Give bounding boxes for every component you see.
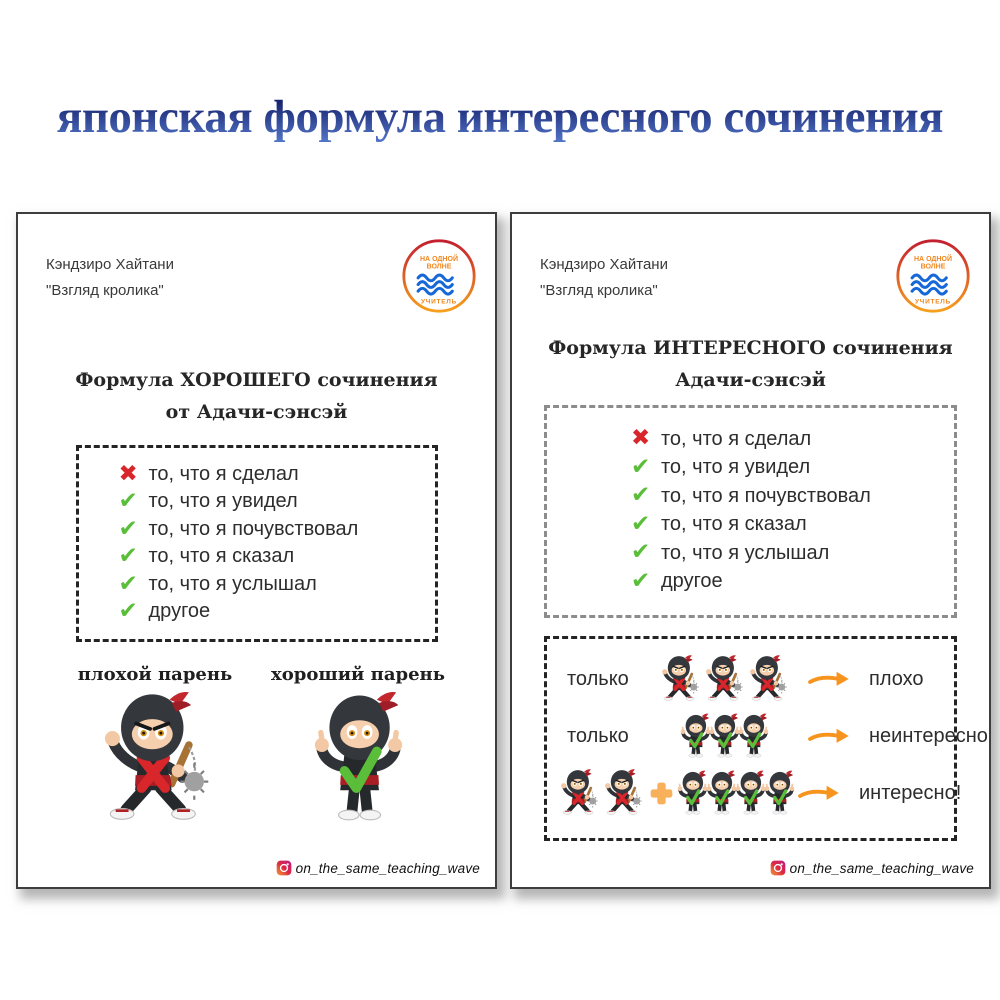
instagram-handle: on_the_same_teaching_wave: [295, 860, 480, 876]
check-item: [119, 598, 435, 626]
bad-ninja-group: [641, 654, 807, 704]
check-icon: ✔: [118, 570, 138, 597]
check-icon: ✔: [118, 515, 138, 542]
check-item-label: то, что я сделал: [661, 427, 812, 450]
mixed-ninja-group: [557, 768, 797, 818]
guys-row: [18, 664, 495, 834]
check-icon: ✔: [631, 510, 651, 537]
check-item-label: другое: [661, 570, 723, 593]
arrow-cell: [807, 668, 859, 690]
formula-row-bad-only: [557, 651, 954, 708]
bad-guy-column: [63, 664, 248, 834]
check-item: [631, 453, 954, 482]
result-label: интересно!: [859, 781, 962, 804]
wave-logo: [895, 238, 971, 314]
mini-bad-ninja-image: [747, 654, 789, 704]
logo-text-line2: ВОЛНЕ: [426, 263, 452, 271]
check-item: [631, 510, 954, 539]
check-item: [631, 482, 954, 511]
good-guy-column: [266, 664, 451, 834]
good-ninja-image: [310, 689, 407, 829]
right-checklist-box: [544, 405, 957, 618]
check-icon: ✔: [118, 598, 138, 625]
bad-ninja-image: [96, 689, 215, 829]
plus-icon: [649, 781, 674, 806]
author-name: Кэндзиро Хайтани: [46, 256, 174, 273]
author-name: Кэндзиро Хайтани: [540, 256, 668, 273]
result-label: неинтересно: [869, 724, 988, 747]
logo-text-bottom: УЧИТЕЛЬ: [421, 298, 457, 306]
result-label: плохо: [869, 667, 924, 690]
check-item-label: то, что я почувствовал: [661, 484, 871, 507]
logo-text-line1: НА ОДНОЙ: [419, 255, 459, 263]
instagram-footer: [276, 860, 480, 876]
check-icon: ✔: [118, 543, 138, 570]
check-item-label: то, что я увидел: [661, 456, 811, 479]
check-item-label: другое: [148, 600, 211, 623]
mini-bad-ninja-image: [703, 654, 745, 704]
bad-guy-label: плохой парень: [77, 663, 233, 685]
cross-icon: ✖: [118, 460, 138, 487]
arrow-icon: [797, 782, 841, 804]
book-title: "Взгляд кролика": [540, 282, 658, 300]
check-item: [119, 516, 435, 544]
logo-text-line1: НА ОДНОЙ: [913, 255, 953, 263]
left-title-line2: от Адачи-сэнсэй: [165, 401, 348, 424]
author-block: [540, 238, 668, 305]
check-item: [119, 571, 435, 599]
left-checklist-box: [76, 445, 438, 642]
check-item: [119, 543, 435, 571]
right-title-line1: Формула ИНТЕРЕСНОГО сочинения: [548, 337, 953, 359]
left-title-line1: Формула ХОРОШЕГО сочинения: [75, 369, 438, 391]
right-page-header: [512, 214, 989, 322]
wave-logo: [401, 238, 477, 314]
check-item-label: то, что я увидел: [148, 490, 298, 513]
left-page-title: [18, 364, 495, 429]
right-page-title: [512, 332, 989, 397]
check-icon: ✔: [631, 567, 651, 594]
book-title: "Взгляд кролика": [46, 282, 164, 300]
formula-row-mixed: [557, 765, 962, 822]
check-item: [119, 461, 435, 489]
cross-icon: ✖: [631, 425, 651, 452]
left-page-header: [18, 214, 495, 322]
instagram-icon: [770, 860, 786, 876]
check-icon: ✔: [631, 482, 651, 509]
row-label: только: [567, 667, 629, 690]
arrow-icon: [807, 668, 851, 690]
check-icon: ✔: [118, 488, 138, 515]
good-ninja-group: [641, 712, 807, 761]
arrow-cell: [807, 725, 859, 747]
right-title-line2: Адачи-сэнсэй: [675, 369, 826, 392]
left-page: [16, 212, 497, 889]
formula-box: [544, 636, 988, 841]
good-guy-label: хороший парень: [271, 663, 445, 685]
check-icon: ✔: [631, 453, 651, 480]
check-item-label: то, что я услышал: [148, 572, 317, 595]
check-item: [119, 488, 435, 516]
mini-good-ninja-image: [737, 712, 770, 761]
arrow-icon: [807, 725, 851, 747]
check-item: [631, 425, 954, 454]
row-label: только: [567, 724, 629, 747]
check-item: [631, 567, 954, 596]
author-block: [46, 238, 174, 305]
check-item-label: то, что я почувствовал: [148, 517, 359, 540]
mini-bad-ninja-image: [558, 768, 600, 818]
instagram-handle: on_the_same_teaching_wave: [789, 860, 974, 876]
check-item-label: то, что я услышал: [661, 541, 830, 564]
check-icon: ✔: [631, 539, 651, 566]
check-item: [631, 539, 954, 568]
main-title: японская формула интересного сочинения: [0, 90, 1000, 144]
mini-good-ninja-image: [763, 769, 796, 818]
mini-bad-ninja-image: [659, 654, 701, 704]
formula-row-good-only: [557, 708, 988, 765]
check-item-label: то, что я сказал: [661, 513, 807, 536]
logo-text-bottom: УЧИТЕЛЬ: [915, 298, 951, 306]
mini-bad-ninja-image: [602, 768, 644, 818]
check-item-label: то, что я сказал: [148, 545, 295, 568]
logo-text-line2: ВОЛНЕ: [920, 263, 946, 271]
arrow-cell: [797, 782, 849, 804]
check-item-label: то, что я сделал: [148, 462, 299, 485]
instagram-footer: [770, 860, 974, 876]
right-page: [510, 212, 991, 889]
instagram-icon: [276, 860, 292, 876]
